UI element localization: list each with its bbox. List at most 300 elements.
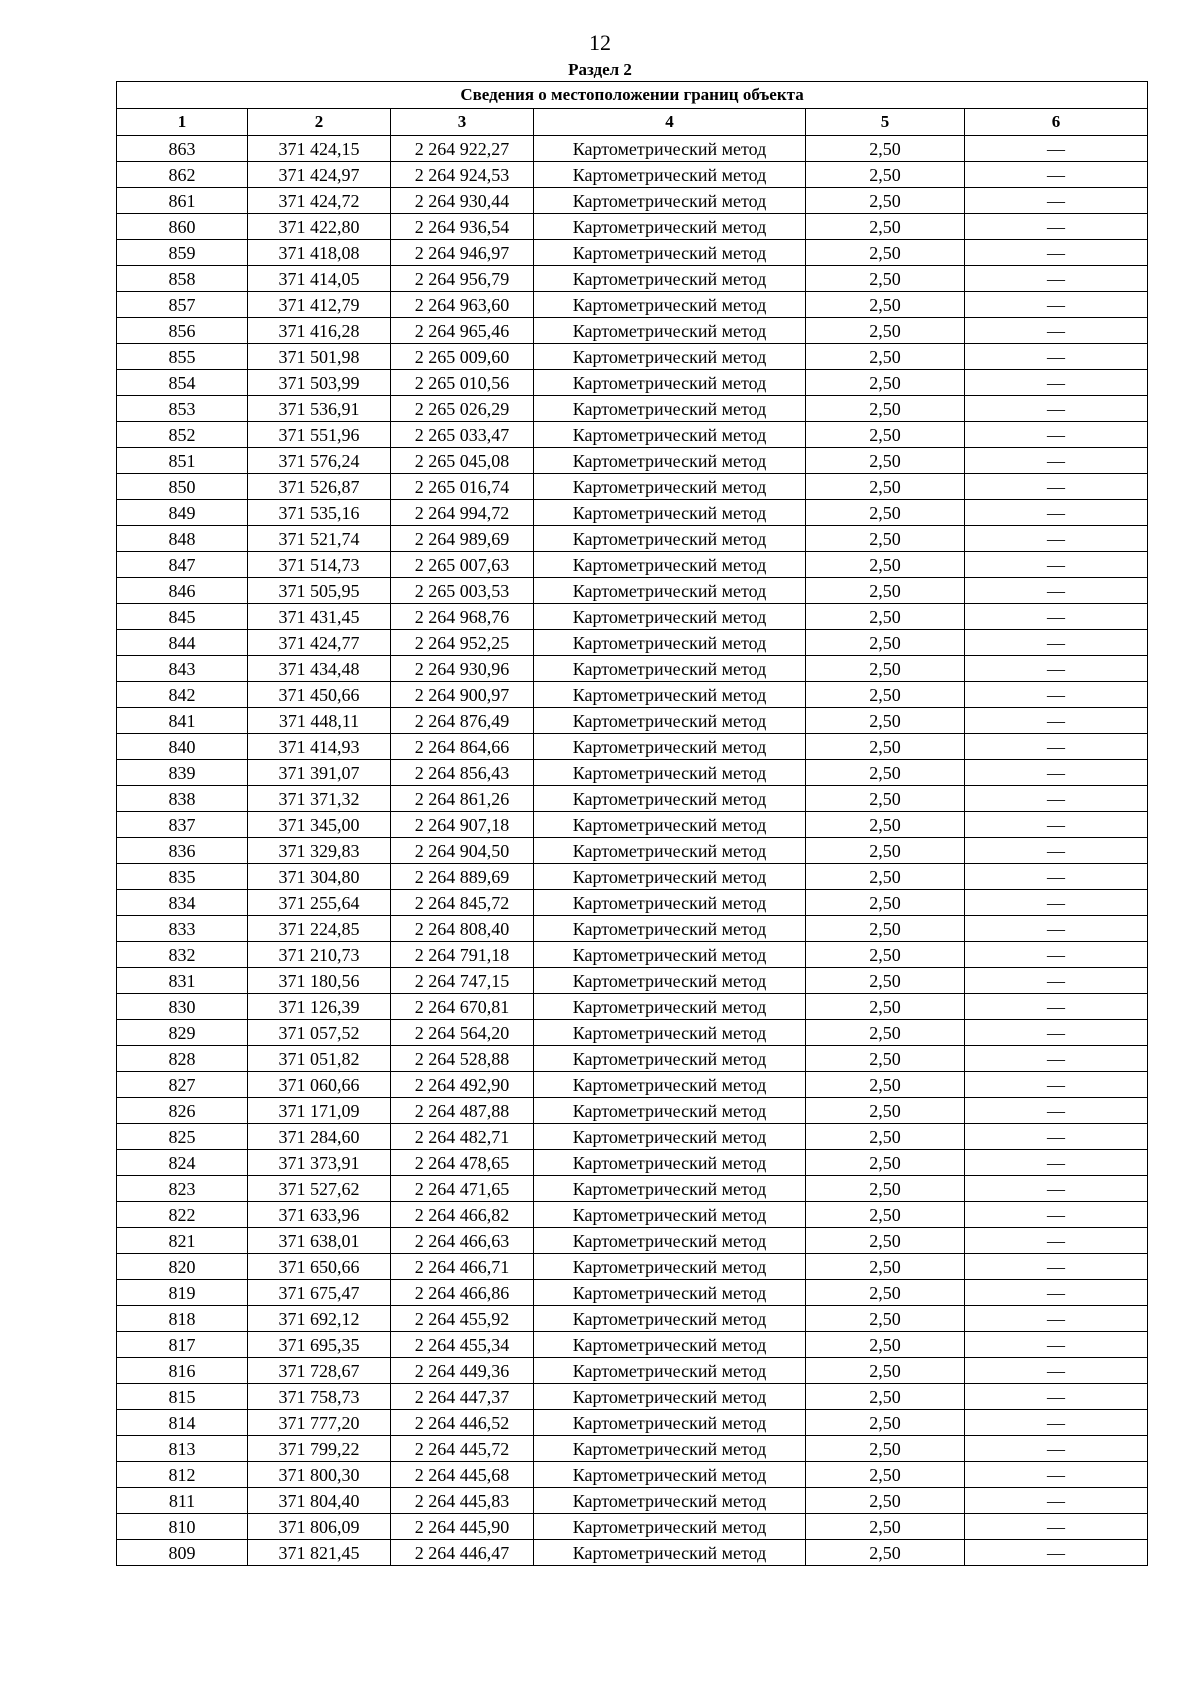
point-number-cell: 845	[117, 604, 248, 630]
table-row	[117, 396, 1148, 422]
x-coordinate-cell: 371 414,05	[248, 266, 391, 292]
method-cell: Картометрический метод	[534, 1202, 806, 1228]
method-cell: Картометрический метод	[534, 916, 806, 942]
y-coordinate-cell: 2 264 478,65	[391, 1150, 534, 1176]
y-coordinate-cell: 2 264 946,97	[391, 240, 534, 266]
point-number-cell: 823	[117, 1176, 248, 1202]
x-coordinate-cell: 371 126,39	[248, 994, 391, 1020]
method-cell: Картометрический метод	[534, 1488, 806, 1514]
x-coordinate-cell: 371 416,28	[248, 318, 391, 344]
accuracy-cell: 2,50	[806, 1358, 965, 1384]
description-cell: —	[965, 1540, 1148, 1566]
accuracy-cell: 2,50	[806, 344, 965, 370]
x-coordinate-cell: 371 501,98	[248, 344, 391, 370]
description-cell: —	[965, 1072, 1148, 1098]
accuracy-cell: 2,50	[806, 1306, 965, 1332]
accuracy-cell: 2,50	[806, 1462, 965, 1488]
table-caption-row	[117, 82, 1148, 109]
table-row	[117, 708, 1148, 734]
description-cell: —	[965, 214, 1148, 240]
x-coordinate-cell: 371 418,08	[248, 240, 391, 266]
column-header: 5	[806, 109, 965, 136]
x-coordinate-cell: 371 695,35	[248, 1332, 391, 1358]
y-coordinate-cell: 2 264 904,50	[391, 838, 534, 864]
table-row	[117, 136, 1148, 162]
accuracy-cell: 2,50	[806, 968, 965, 994]
point-number-cell: 820	[117, 1254, 248, 1280]
description-cell: —	[965, 474, 1148, 500]
accuracy-cell: 2,50	[806, 1228, 965, 1254]
method-cell: Картометрический метод	[534, 656, 806, 682]
x-coordinate-cell: 371 345,00	[248, 812, 391, 838]
x-coordinate-cell: 371 527,62	[248, 1176, 391, 1202]
y-coordinate-cell: 2 264 528,88	[391, 1046, 534, 1072]
point-number-cell: 809	[117, 1540, 248, 1566]
point-number-cell: 862	[117, 162, 248, 188]
description-cell: —	[965, 942, 1148, 968]
y-coordinate-cell: 2 264 466,82	[391, 1202, 534, 1228]
point-number-cell: 856	[117, 318, 248, 344]
method-cell: Картометрический метод	[534, 1176, 806, 1202]
description-cell: —	[965, 994, 1148, 1020]
table-header-row	[117, 109, 1148, 136]
accuracy-cell: 2,50	[806, 214, 965, 240]
table-row	[117, 994, 1148, 1020]
y-coordinate-cell: 2 264 930,44	[391, 188, 534, 214]
description-cell: —	[965, 1358, 1148, 1384]
method-cell: Картометрический метод	[534, 526, 806, 552]
y-coordinate-cell: 2 264 952,25	[391, 630, 534, 656]
table-row	[117, 240, 1148, 266]
table-row	[117, 916, 1148, 942]
description-cell: —	[965, 864, 1148, 890]
method-cell: Картометрический метод	[534, 1150, 806, 1176]
method-cell: Картометрический метод	[534, 162, 806, 188]
point-number-cell: 855	[117, 344, 248, 370]
method-cell: Картометрический метод	[534, 1462, 806, 1488]
point-number-cell: 825	[117, 1124, 248, 1150]
x-coordinate-cell: 371 224,85	[248, 916, 391, 942]
description-cell: —	[965, 292, 1148, 318]
table-body	[117, 136, 1148, 1566]
point-number-cell: 832	[117, 942, 248, 968]
description-cell: —	[965, 760, 1148, 786]
accuracy-cell: 2,50	[806, 1046, 965, 1072]
description-cell: —	[965, 1098, 1148, 1124]
table-row	[117, 526, 1148, 552]
table-row	[117, 422, 1148, 448]
y-coordinate-cell: 2 264 446,47	[391, 1540, 534, 1566]
accuracy-cell: 2,50	[806, 266, 965, 292]
method-cell: Картометрический метод	[534, 552, 806, 578]
x-coordinate-cell: 371 514,73	[248, 552, 391, 578]
method-cell: Картометрический метод	[534, 240, 806, 266]
description-cell: —	[965, 318, 1148, 344]
table-row	[117, 1176, 1148, 1202]
accuracy-cell: 2,50	[806, 1488, 965, 1514]
point-number-cell: 853	[117, 396, 248, 422]
accuracy-cell: 2,50	[806, 916, 965, 942]
accuracy-cell: 2,50	[806, 1436, 965, 1462]
boundary-coordinates-table	[116, 81, 1148, 1566]
method-cell: Картометрический метод	[534, 1228, 806, 1254]
point-number-cell: 817	[117, 1332, 248, 1358]
method-cell: Картометрический метод	[534, 604, 806, 630]
y-coordinate-cell: 2 265 016,74	[391, 474, 534, 500]
method-cell: Картометрический метод	[534, 1306, 806, 1332]
y-coordinate-cell: 2 264 445,68	[391, 1462, 534, 1488]
x-coordinate-cell: 371 692,12	[248, 1306, 391, 1332]
x-coordinate-cell: 371 650,66	[248, 1254, 391, 1280]
description-cell: —	[965, 266, 1148, 292]
y-coordinate-cell: 2 264 876,49	[391, 708, 534, 734]
column-header: 4	[534, 109, 806, 136]
description-cell: —	[965, 1124, 1148, 1150]
accuracy-cell: 2,50	[806, 1332, 965, 1358]
table-row	[117, 292, 1148, 318]
table-row	[117, 1150, 1148, 1176]
table-row	[117, 656, 1148, 682]
table-row	[117, 370, 1148, 396]
description-cell: —	[965, 188, 1148, 214]
x-coordinate-cell: 371 638,01	[248, 1228, 391, 1254]
x-coordinate-cell: 371 304,80	[248, 864, 391, 890]
method-cell: Картометрический метод	[534, 578, 806, 604]
accuracy-cell: 2,50	[806, 708, 965, 734]
method-cell: Картометрический метод	[534, 734, 806, 760]
table-row	[117, 1046, 1148, 1072]
description-cell: —	[965, 656, 1148, 682]
x-coordinate-cell: 371 051,82	[248, 1046, 391, 1072]
description-cell: —	[965, 734, 1148, 760]
method-cell: Картометрический метод	[534, 318, 806, 344]
table-row	[117, 838, 1148, 864]
table-row	[117, 1540, 1148, 1566]
method-cell: Картометрический метод	[534, 682, 806, 708]
description-cell: —	[965, 1202, 1148, 1228]
x-coordinate-cell: 371 180,56	[248, 968, 391, 994]
point-number-cell: 821	[117, 1228, 248, 1254]
accuracy-cell: 2,50	[806, 318, 965, 344]
point-number-cell: 848	[117, 526, 248, 552]
x-coordinate-cell: 371 424,77	[248, 630, 391, 656]
accuracy-cell: 2,50	[806, 1150, 965, 1176]
y-coordinate-cell: 2 264 965,46	[391, 318, 534, 344]
point-number-cell: 814	[117, 1410, 248, 1436]
accuracy-cell: 2,50	[806, 136, 965, 162]
table-row	[117, 552, 1148, 578]
table-row	[117, 682, 1148, 708]
description-cell: —	[965, 500, 1148, 526]
point-number-cell: 819	[117, 1280, 248, 1306]
method-cell: Картометрический метод	[534, 1410, 806, 1436]
y-coordinate-cell: 2 265 033,47	[391, 422, 534, 448]
table-row	[117, 1254, 1148, 1280]
method-cell: Картометрический метод	[534, 994, 806, 1020]
description-cell: —	[965, 448, 1148, 474]
y-coordinate-cell: 2 264 455,34	[391, 1332, 534, 1358]
description-cell: —	[965, 968, 1148, 994]
table-row	[117, 1228, 1148, 1254]
column-header: 3	[391, 109, 534, 136]
table-row	[117, 188, 1148, 214]
table-row	[117, 734, 1148, 760]
accuracy-cell: 2,50	[806, 786, 965, 812]
table-row	[117, 760, 1148, 786]
table-row	[117, 1072, 1148, 1098]
accuracy-cell: 2,50	[806, 500, 965, 526]
method-cell: Картометрический метод	[534, 630, 806, 656]
table-row	[117, 318, 1148, 344]
x-coordinate-cell: 371 503,99	[248, 370, 391, 396]
point-number-cell: 851	[117, 448, 248, 474]
method-cell: Картометрический метод	[534, 500, 806, 526]
description-cell: —	[965, 1306, 1148, 1332]
description-cell: —	[965, 344, 1148, 370]
y-coordinate-cell: 2 264 989,69	[391, 526, 534, 552]
method-cell: Картометрический метод	[534, 812, 806, 838]
description-cell: —	[965, 890, 1148, 916]
description-cell: —	[965, 786, 1148, 812]
table-row	[117, 474, 1148, 500]
x-coordinate-cell: 371 171,09	[248, 1098, 391, 1124]
point-number-cell: 858	[117, 266, 248, 292]
x-coordinate-cell: 371 414,93	[248, 734, 391, 760]
description-cell: —	[965, 1462, 1148, 1488]
y-coordinate-cell: 2 264 670,81	[391, 994, 534, 1020]
y-coordinate-cell: 2 264 856,43	[391, 760, 534, 786]
point-number-cell: 849	[117, 500, 248, 526]
method-cell: Картометрический метод	[534, 708, 806, 734]
y-coordinate-cell: 2 265 010,56	[391, 370, 534, 396]
table-row	[117, 1020, 1148, 1046]
y-coordinate-cell: 2 264 487,88	[391, 1098, 534, 1124]
x-coordinate-cell: 371 728,67	[248, 1358, 391, 1384]
method-cell: Картометрический метод	[534, 1332, 806, 1358]
table-row	[117, 1332, 1148, 1358]
method-cell: Картометрический метод	[534, 136, 806, 162]
point-number-cell: 863	[117, 136, 248, 162]
table-caption: Сведения о местоположении границ объекта	[117, 82, 1148, 109]
x-coordinate-cell: 371 057,52	[248, 1020, 391, 1046]
x-coordinate-cell: 371 821,45	[248, 1540, 391, 1566]
table-row	[117, 864, 1148, 890]
x-coordinate-cell: 371 675,47	[248, 1280, 391, 1306]
y-coordinate-cell: 2 264 922,27	[391, 136, 534, 162]
x-coordinate-cell: 371 758,73	[248, 1384, 391, 1410]
method-cell: Картометрический метод	[534, 838, 806, 864]
accuracy-cell: 2,50	[806, 370, 965, 396]
method-cell: Картометрический метод	[534, 1384, 806, 1410]
accuracy-cell: 2,50	[806, 1072, 965, 1098]
accuracy-cell: 2,50	[806, 1410, 965, 1436]
y-coordinate-cell: 2 264 963,60	[391, 292, 534, 318]
accuracy-cell: 2,50	[806, 760, 965, 786]
point-number-cell: 852	[117, 422, 248, 448]
point-number-cell: 860	[117, 214, 248, 240]
accuracy-cell: 2,50	[806, 188, 965, 214]
accuracy-cell: 2,50	[806, 240, 965, 266]
accuracy-cell: 2,50	[806, 552, 965, 578]
accuracy-cell: 2,50	[806, 162, 965, 188]
table-row	[117, 812, 1148, 838]
point-number-cell: 842	[117, 682, 248, 708]
description-cell: —	[965, 1280, 1148, 1306]
x-coordinate-cell: 371 060,66	[248, 1072, 391, 1098]
point-number-cell: 833	[117, 916, 248, 942]
x-coordinate-cell: 371 424,72	[248, 188, 391, 214]
x-coordinate-cell: 371 806,09	[248, 1514, 391, 1540]
table-row	[117, 1280, 1148, 1306]
x-coordinate-cell: 371 329,83	[248, 838, 391, 864]
x-coordinate-cell: 371 371,32	[248, 786, 391, 812]
table-row	[117, 500, 1148, 526]
x-coordinate-cell: 371 434,48	[248, 656, 391, 682]
x-coordinate-cell: 371 450,66	[248, 682, 391, 708]
x-coordinate-cell: 371 536,91	[248, 396, 391, 422]
accuracy-cell: 2,50	[806, 1098, 965, 1124]
method-cell: Картометрический метод	[534, 942, 806, 968]
method-cell: Картометрический метод	[534, 1020, 806, 1046]
method-cell: Картометрический метод	[534, 864, 806, 890]
method-cell: Картометрический метод	[534, 266, 806, 292]
accuracy-cell: 2,50	[806, 396, 965, 422]
accuracy-cell: 2,50	[806, 526, 965, 552]
y-coordinate-cell: 2 264 492,90	[391, 1072, 534, 1098]
x-coordinate-cell: 371 412,79	[248, 292, 391, 318]
y-coordinate-cell: 2 264 994,72	[391, 500, 534, 526]
table-row	[117, 1410, 1148, 1436]
y-coordinate-cell: 2 264 747,15	[391, 968, 534, 994]
point-number-cell: 827	[117, 1072, 248, 1098]
description-cell: —	[965, 1176, 1148, 1202]
x-coordinate-cell: 371 255,64	[248, 890, 391, 916]
column-header: 6	[965, 109, 1148, 136]
method-cell: Картометрический метод	[534, 1280, 806, 1306]
accuracy-cell: 2,50	[806, 292, 965, 318]
method-cell: Картометрический метод	[534, 786, 806, 812]
description-cell: —	[965, 1046, 1148, 1072]
point-number-cell: 834	[117, 890, 248, 916]
point-number-cell: 840	[117, 734, 248, 760]
description-cell: —	[965, 1488, 1148, 1514]
accuracy-cell: 2,50	[806, 1124, 965, 1150]
accuracy-cell: 2,50	[806, 422, 965, 448]
y-coordinate-cell: 2 264 445,90	[391, 1514, 534, 1540]
accuracy-cell: 2,50	[806, 1384, 965, 1410]
method-cell: Картометрический метод	[534, 422, 806, 448]
table-row	[117, 162, 1148, 188]
section-title: Раздел 2	[568, 60, 632, 79]
method-cell: Картометрический метод	[534, 1514, 806, 1540]
description-cell: —	[965, 552, 1148, 578]
accuracy-cell: 2,50	[806, 682, 965, 708]
table-row	[117, 1514, 1148, 1540]
description-cell: —	[965, 1150, 1148, 1176]
x-coordinate-cell: 371 284,60	[248, 1124, 391, 1150]
y-coordinate-cell: 2 264 445,83	[391, 1488, 534, 1514]
y-coordinate-cell: 2 265 003,53	[391, 578, 534, 604]
y-coordinate-cell: 2 264 861,26	[391, 786, 534, 812]
accuracy-cell: 2,50	[806, 578, 965, 604]
table-row	[117, 1202, 1148, 1228]
description-cell: —	[965, 1514, 1148, 1540]
description-cell: —	[965, 1332, 1148, 1358]
table-row	[117, 1384, 1148, 1410]
y-coordinate-cell: 2 264 889,69	[391, 864, 534, 890]
accuracy-cell: 2,50	[806, 1176, 965, 1202]
description-cell: —	[965, 682, 1148, 708]
method-cell: Картометрический метод	[534, 1046, 806, 1072]
page-number: 12	[589, 30, 611, 55]
x-coordinate-cell: 371 431,45	[248, 604, 391, 630]
description-cell: —	[965, 370, 1148, 396]
y-coordinate-cell: 2 265 007,63	[391, 552, 534, 578]
table-row	[117, 448, 1148, 474]
description-cell: —	[965, 1254, 1148, 1280]
y-coordinate-cell: 2 264 956,79	[391, 266, 534, 292]
point-number-cell: 850	[117, 474, 248, 500]
y-coordinate-cell: 2 265 045,08	[391, 448, 534, 474]
method-cell: Картометрический метод	[534, 214, 806, 240]
description-cell: —	[965, 526, 1148, 552]
point-number-cell: 815	[117, 1384, 248, 1410]
table-row	[117, 266, 1148, 292]
y-coordinate-cell: 2 264 449,36	[391, 1358, 534, 1384]
accuracy-cell: 2,50	[806, 1540, 965, 1566]
accuracy-cell: 2,50	[806, 1020, 965, 1046]
y-coordinate-cell: 2 264 900,97	[391, 682, 534, 708]
method-cell: Картометрический метод	[534, 292, 806, 318]
point-number-cell: 826	[117, 1098, 248, 1124]
y-coordinate-cell: 2 264 924,53	[391, 162, 534, 188]
point-number-cell: 846	[117, 578, 248, 604]
x-coordinate-cell: 371 777,20	[248, 1410, 391, 1436]
y-coordinate-cell: 2 264 907,18	[391, 812, 534, 838]
y-coordinate-cell: 2 264 455,92	[391, 1306, 534, 1332]
table-row	[117, 604, 1148, 630]
accuracy-cell: 2,50	[806, 734, 965, 760]
accuracy-cell: 2,50	[806, 1202, 965, 1228]
point-number-cell: 824	[117, 1150, 248, 1176]
y-coordinate-cell: 2 264 968,76	[391, 604, 534, 630]
column-header: 2	[248, 109, 391, 136]
point-number-cell: 835	[117, 864, 248, 890]
description-cell: —	[965, 1020, 1148, 1046]
table-row	[117, 968, 1148, 994]
x-coordinate-cell: 371 424,15	[248, 136, 391, 162]
method-cell: Картометрический метод	[534, 1254, 806, 1280]
point-number-cell: 861	[117, 188, 248, 214]
method-cell: Картометрический метод	[534, 344, 806, 370]
table-row	[117, 942, 1148, 968]
x-coordinate-cell: 371 210,73	[248, 942, 391, 968]
description-cell: —	[965, 396, 1148, 422]
point-number-cell: 810	[117, 1514, 248, 1540]
y-coordinate-cell: 2 264 864,66	[391, 734, 534, 760]
point-number-cell: 839	[117, 760, 248, 786]
x-coordinate-cell: 371 422,80	[248, 214, 391, 240]
accuracy-cell: 2,50	[806, 1514, 965, 1540]
description-cell: —	[965, 240, 1148, 266]
x-coordinate-cell: 371 521,74	[248, 526, 391, 552]
x-coordinate-cell: 371 633,96	[248, 1202, 391, 1228]
point-number-cell: 837	[117, 812, 248, 838]
x-coordinate-cell: 371 391,07	[248, 760, 391, 786]
description-cell: —	[965, 1436, 1148, 1462]
method-cell: Картометрический метод	[534, 1358, 806, 1384]
description-cell: —	[965, 162, 1148, 188]
